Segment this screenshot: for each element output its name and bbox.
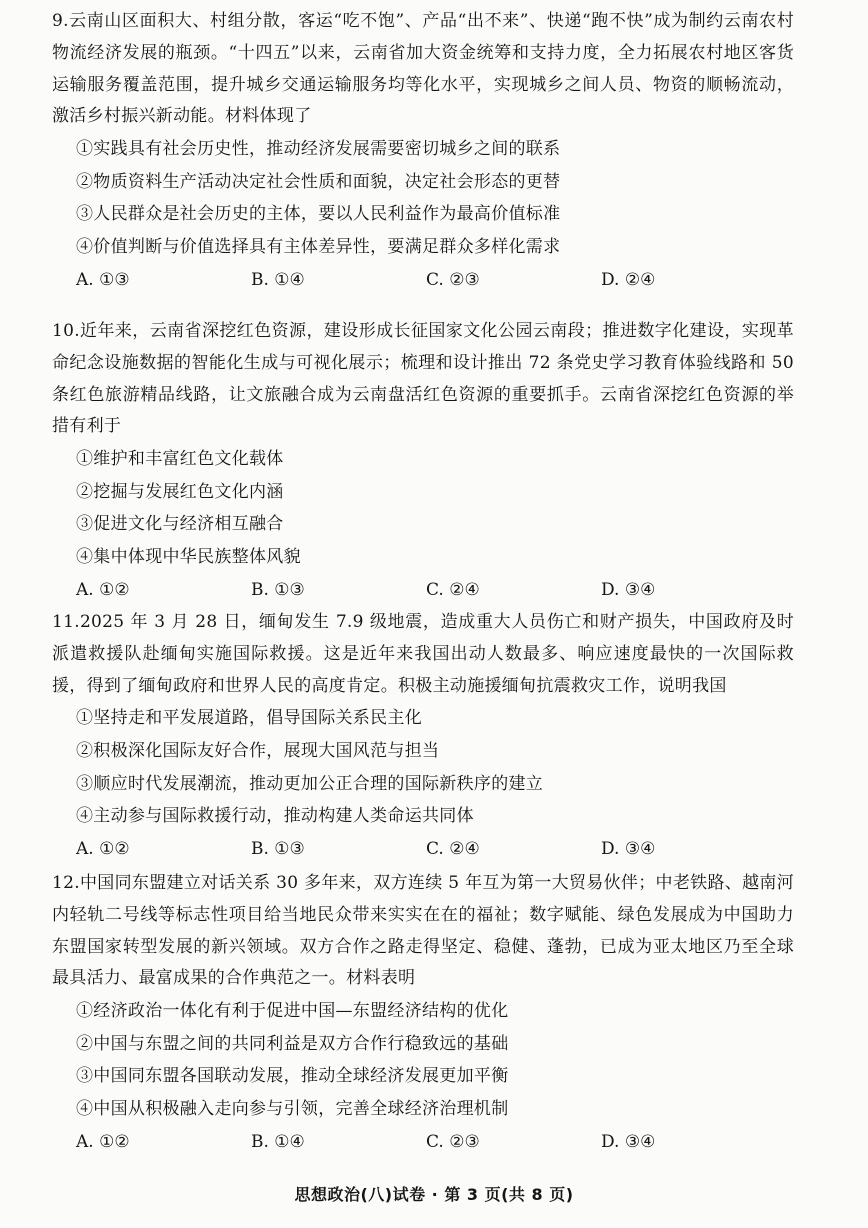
statement-3: ③促进文化与经济相互融合 <box>76 514 284 535</box>
option-d[interactable]: D. ③④ <box>601 1131 656 1152</box>
page-footer: 思想政治(八)试卷 · 第 3 页(共 8 页) <box>294 1185 574 1204</box>
statement-3: ③中国同东盟各国联动发展，推动全球经济发展更加平衡 <box>76 1066 509 1087</box>
option-a[interactable]: A. ①② <box>76 579 130 600</box>
statement-2: ②中国与东盟之间的共同利益是双方合作行稳致远的基础 <box>76 1033 509 1054</box>
statement-1: ①维护和丰富红色文化载体 <box>76 449 284 470</box>
option-c[interactable]: C. ②③ <box>426 1131 480 1152</box>
question-stem <box>52 607 794 702</box>
question-11 <box>52 607 794 865</box>
option-c[interactable]: C. ②④ <box>426 838 480 859</box>
option-b[interactable]: B. ①④ <box>251 1131 305 1152</box>
question-text: 中国同东盟建立对话关系 30 多年来，双方连续 5 年互为第一大贸易伙伴；中老铁路、越南河内轻轨二号线等标志性项目给当地民众带来实实在在的福祉；数字赋能、绿色发展成为中国助力东盟国家转型发展的新兴领域。双方合作之路走得坚定、稳健、蓬勃，已成为亚太地区乃至全球最具活力、最富成果的合作典范之一。材料表明 <box>52 873 794 989</box>
option-b[interactable]: B. ①④ <box>251 269 305 290</box>
question-number: 11. <box>52 612 80 632</box>
statement-4: ④中国从积极融入走向参与引领，完善全球经济治理机制 <box>76 1098 509 1119</box>
question-stem <box>52 6 794 133</box>
question-12 <box>52 868 794 1158</box>
answer-options <box>52 1126 794 1158</box>
option-b[interactable]: B. ①③ <box>251 838 305 859</box>
option-a[interactable]: A. ①② <box>76 838 130 859</box>
statement-2: ②挖掘与发展红色文化内涵 <box>76 481 284 502</box>
option-c[interactable]: C. ②③ <box>426 269 480 290</box>
question-text: 2025 年 3 月 28 日，缅甸发生 7.9 级地震，造成重大人员伤亡和财产损失，中国政府及时派遣救援队赴缅甸实施国际救援。这是近年来我国出动人数最多、响应速度最快的一次国际救援，得到了缅甸政府和世界人民的高度肯定。积极主动施援缅甸抗震救灾工作，说明我国 <box>52 612 794 696</box>
statement-4: ④价值判断与价值选择具有主体差异性，要满足群众多样化需求 <box>76 236 561 257</box>
statement-3: ③人民群众是社会历史的主体，要以人民利益作为最高价值标准 <box>76 204 561 225</box>
statement-1: ①经济政治一体化有利于促进中国—东盟经济结构的优化 <box>76 1001 509 1022</box>
statement-4: ④集中体现中华民族整体风貌 <box>76 546 301 567</box>
option-c[interactable]: C. ②④ <box>426 579 480 600</box>
statement-2: ②物质资料生产活动决定社会性质和面貌，决定社会形态的更替 <box>76 171 561 192</box>
question-number: 9. <box>52 11 69 31</box>
statement-4: ④主动参与国际救援行动，推动构建人类命运共同体 <box>76 806 474 827</box>
question-text: 云南山区面积大、村组分散，客运“吃不饱”、产品“出不来”、快递“跑不快”成为制约云南农村物流经济发展的瓶颈。“十四五”以来，云南省加大资金统筹和支持力度，全力拓展农村地区客货运输服务覆盖范围，提升城乡交通运输服务均等化水平，实现城乡之间人员、物资的顺畅流动，激活乡村振兴新动能。材料体现了 <box>52 11 794 127</box>
option-a[interactable]: A. ①③ <box>76 269 130 290</box>
question-text: 近年来，云南省深挖红色资源，建设形成长征国家文化公园云南段；推进数字化建设，实现革命纪念设施数据的智能化生成与可视化展示；梳理和设计推出 72 条党史学习教育体验线路和 50 条红色旅游精品线路，让文旅融合成为云南盘活红色资源的重要抓手。云南省深挖红色资源的举措有利于 <box>52 321 794 437</box>
option-d[interactable]: D. ③④ <box>601 838 656 859</box>
statement-2: ②积极深化国际友好合作，展现大国风范与担当 <box>76 740 440 761</box>
question-10 <box>52 316 794 606</box>
question-9 <box>52 6 794 296</box>
question-number: 12. <box>52 873 80 893</box>
statement-3: ③顺应时代发展潮流，推动更加公正合理的国际新秩序的建立 <box>76 773 544 794</box>
question-number: 10. <box>52 321 80 341</box>
answer-options <box>52 264 794 296</box>
statement-1: ①实践具有社会历史性，推动经济发展需要密切城乡之间的联系 <box>76 139 561 160</box>
option-d[interactable]: D. ③④ <box>601 579 656 600</box>
statement-1: ①坚持走和平发展道路，倡导国际关系民主化 <box>76 708 422 729</box>
option-a[interactable]: A. ①② <box>76 1131 130 1152</box>
option-b[interactable]: B. ①③ <box>251 579 305 600</box>
question-stem <box>52 316 794 443</box>
answer-options <box>52 833 794 865</box>
question-stem <box>52 868 794 995</box>
answer-options <box>52 574 794 606</box>
option-d[interactable]: D. ②④ <box>601 269 656 290</box>
